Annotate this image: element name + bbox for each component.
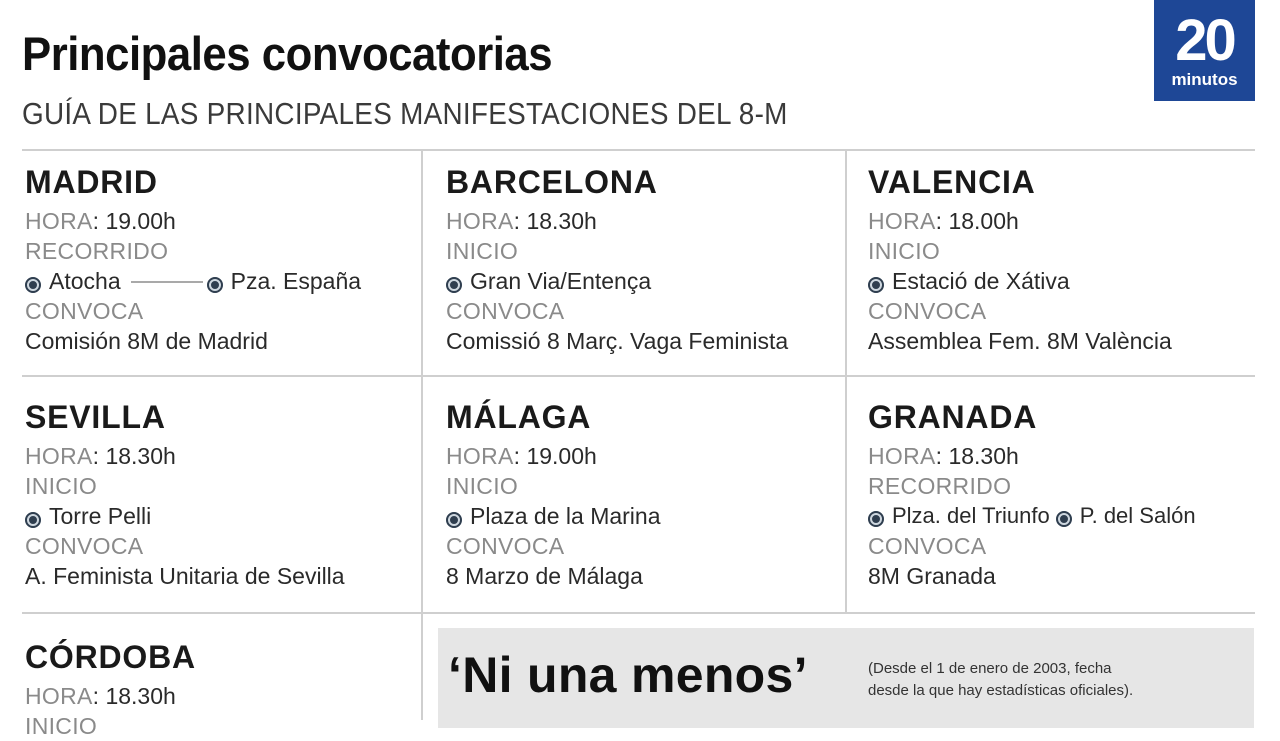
organizer-value: Comisión 8M de Madrid	[25, 328, 268, 354]
city-card-malaga	[446, 401, 856, 591]
organizer-value: A. Feminista Unitaria de Sevilla	[25, 563, 345, 589]
time-label: HORA	[25, 208, 93, 234]
route-stop: Plaza de la Marina	[470, 503, 661, 529]
quote-note-line: (Desde el 1 de enero de 2003, fecha	[868, 660, 1112, 677]
organizer-label: CONVOCA	[868, 298, 987, 324]
location-dot-icon	[446, 277, 462, 293]
organizer-label: CONVOCA	[25, 298, 144, 324]
time-row: HORA: 18.30h	[446, 208, 597, 234]
page-title: Principales convocatorias	[22, 27, 553, 80]
divider	[22, 612, 1255, 614]
location-dot-icon	[446, 512, 462, 528]
time-value: 18.30h	[526, 208, 597, 234]
city-name: MÁLAGA	[446, 399, 592, 435]
route-row	[446, 501, 856, 531]
location-dot-icon	[868, 511, 884, 527]
brand-logo	[1154, 0, 1255, 101]
time-value: 19.00h	[526, 443, 597, 469]
time-label: HORA	[868, 208, 936, 234]
page-subtitle: GUÍA DE LAS PRINCIPALES MANIFESTACIONES DEL 8-M	[22, 96, 788, 131]
location-dot-icon	[868, 277, 884, 293]
time-row: HORA: 18.30h	[25, 683, 176, 709]
route-stop: Gran Via/Entença	[470, 268, 652, 294]
organizer-value: 8M Granada	[868, 563, 996, 589]
time-row: HORA: 19.00h	[25, 208, 176, 234]
city-card-barcelona	[446, 166, 856, 356]
time-value: 18.00h	[948, 208, 1019, 234]
time-value: 18.30h	[105, 443, 176, 469]
time-row: HORA: 18.30h	[868, 443, 1019, 469]
organizer-label: CONVOCA	[25, 533, 144, 559]
route-stop: Atocha	[49, 268, 121, 294]
time-label: HORA	[446, 443, 514, 469]
city-card-cordoba	[25, 641, 435, 741]
location-dot-icon	[1056, 511, 1072, 527]
route-stop: Pza. España	[230, 268, 362, 294]
city-name: SEVILLA	[25, 399, 166, 435]
route-row	[25, 266, 435, 296]
route-label: INICIO	[446, 473, 519, 499]
time-row: HORA: 19.00h	[446, 443, 597, 469]
route-row	[446, 266, 856, 296]
city-card-granada	[868, 401, 1278, 591]
city-name: GRANADA	[868, 399, 1038, 435]
time-value: 19.00h	[105, 208, 176, 234]
time-label: HORA	[25, 683, 93, 709]
city-name: BARCELONA	[446, 164, 658, 200]
organizer-value: Comissió 8 Març. Vaga Feminista	[446, 328, 789, 354]
route-line	[131, 281, 203, 283]
organizer-label: CONVOCA	[446, 533, 565, 559]
route-label: INICIO	[868, 238, 941, 264]
time-label: HORA	[446, 208, 514, 234]
organizer-value: 8 Marzo de Málaga	[446, 563, 643, 589]
organizer-value: Assemblea Fem. 8M València	[868, 328, 1172, 354]
route-row	[25, 501, 435, 531]
city-name: CÓRDOBA	[25, 639, 196, 675]
route-label: RECORRIDO	[25, 238, 169, 264]
route-label: RECORRIDO	[868, 473, 1012, 499]
city-card-valencia	[868, 166, 1278, 356]
divider	[22, 375, 1255, 377]
time-value: 18.30h	[105, 683, 176, 709]
time-row: HORA: 18.30h	[25, 443, 176, 469]
time-row: HORA: 18.00h	[868, 208, 1019, 234]
time-label: HORA	[25, 443, 93, 469]
location-dot-icon	[25, 512, 41, 528]
route-row	[868, 501, 1278, 531]
time-label: HORA	[868, 443, 936, 469]
route-stop: Estació de Xátiva	[892, 268, 1070, 294]
route-label: INICIO	[446, 238, 519, 264]
organizer-label: CONVOCA	[446, 298, 565, 324]
quote-panel	[438, 628, 1254, 728]
quote-note	[868, 658, 1248, 702]
divider	[22, 149, 1255, 151]
city-name: VALENCIA	[868, 164, 1036, 200]
route-stop: P. del Salón	[1079, 503, 1196, 528]
route-label: INICIO	[25, 713, 98, 739]
route-stop: Torre Pelli	[49, 503, 152, 529]
route-stop: Plza. del Triunfo	[892, 503, 1050, 528]
route-row	[868, 266, 1278, 296]
logo-number: 20	[1175, 8, 1234, 73]
quote-heading: ‘Ni una menos’	[448, 647, 808, 703]
route-label: INICIO	[25, 473, 98, 499]
location-dot-icon	[25, 277, 41, 293]
location-dot-icon	[207, 277, 223, 293]
city-card-madrid	[25, 166, 435, 356]
logo-word: minutos	[1171, 70, 1238, 89]
city-name: MADRID	[25, 164, 158, 200]
city-card-sevilla	[25, 401, 435, 591]
quote-note-line: desde la que hay estadísticas oficiales).	[868, 682, 1134, 699]
organizer-label: CONVOCA	[868, 533, 987, 559]
time-value: 18.30h	[948, 443, 1019, 469]
